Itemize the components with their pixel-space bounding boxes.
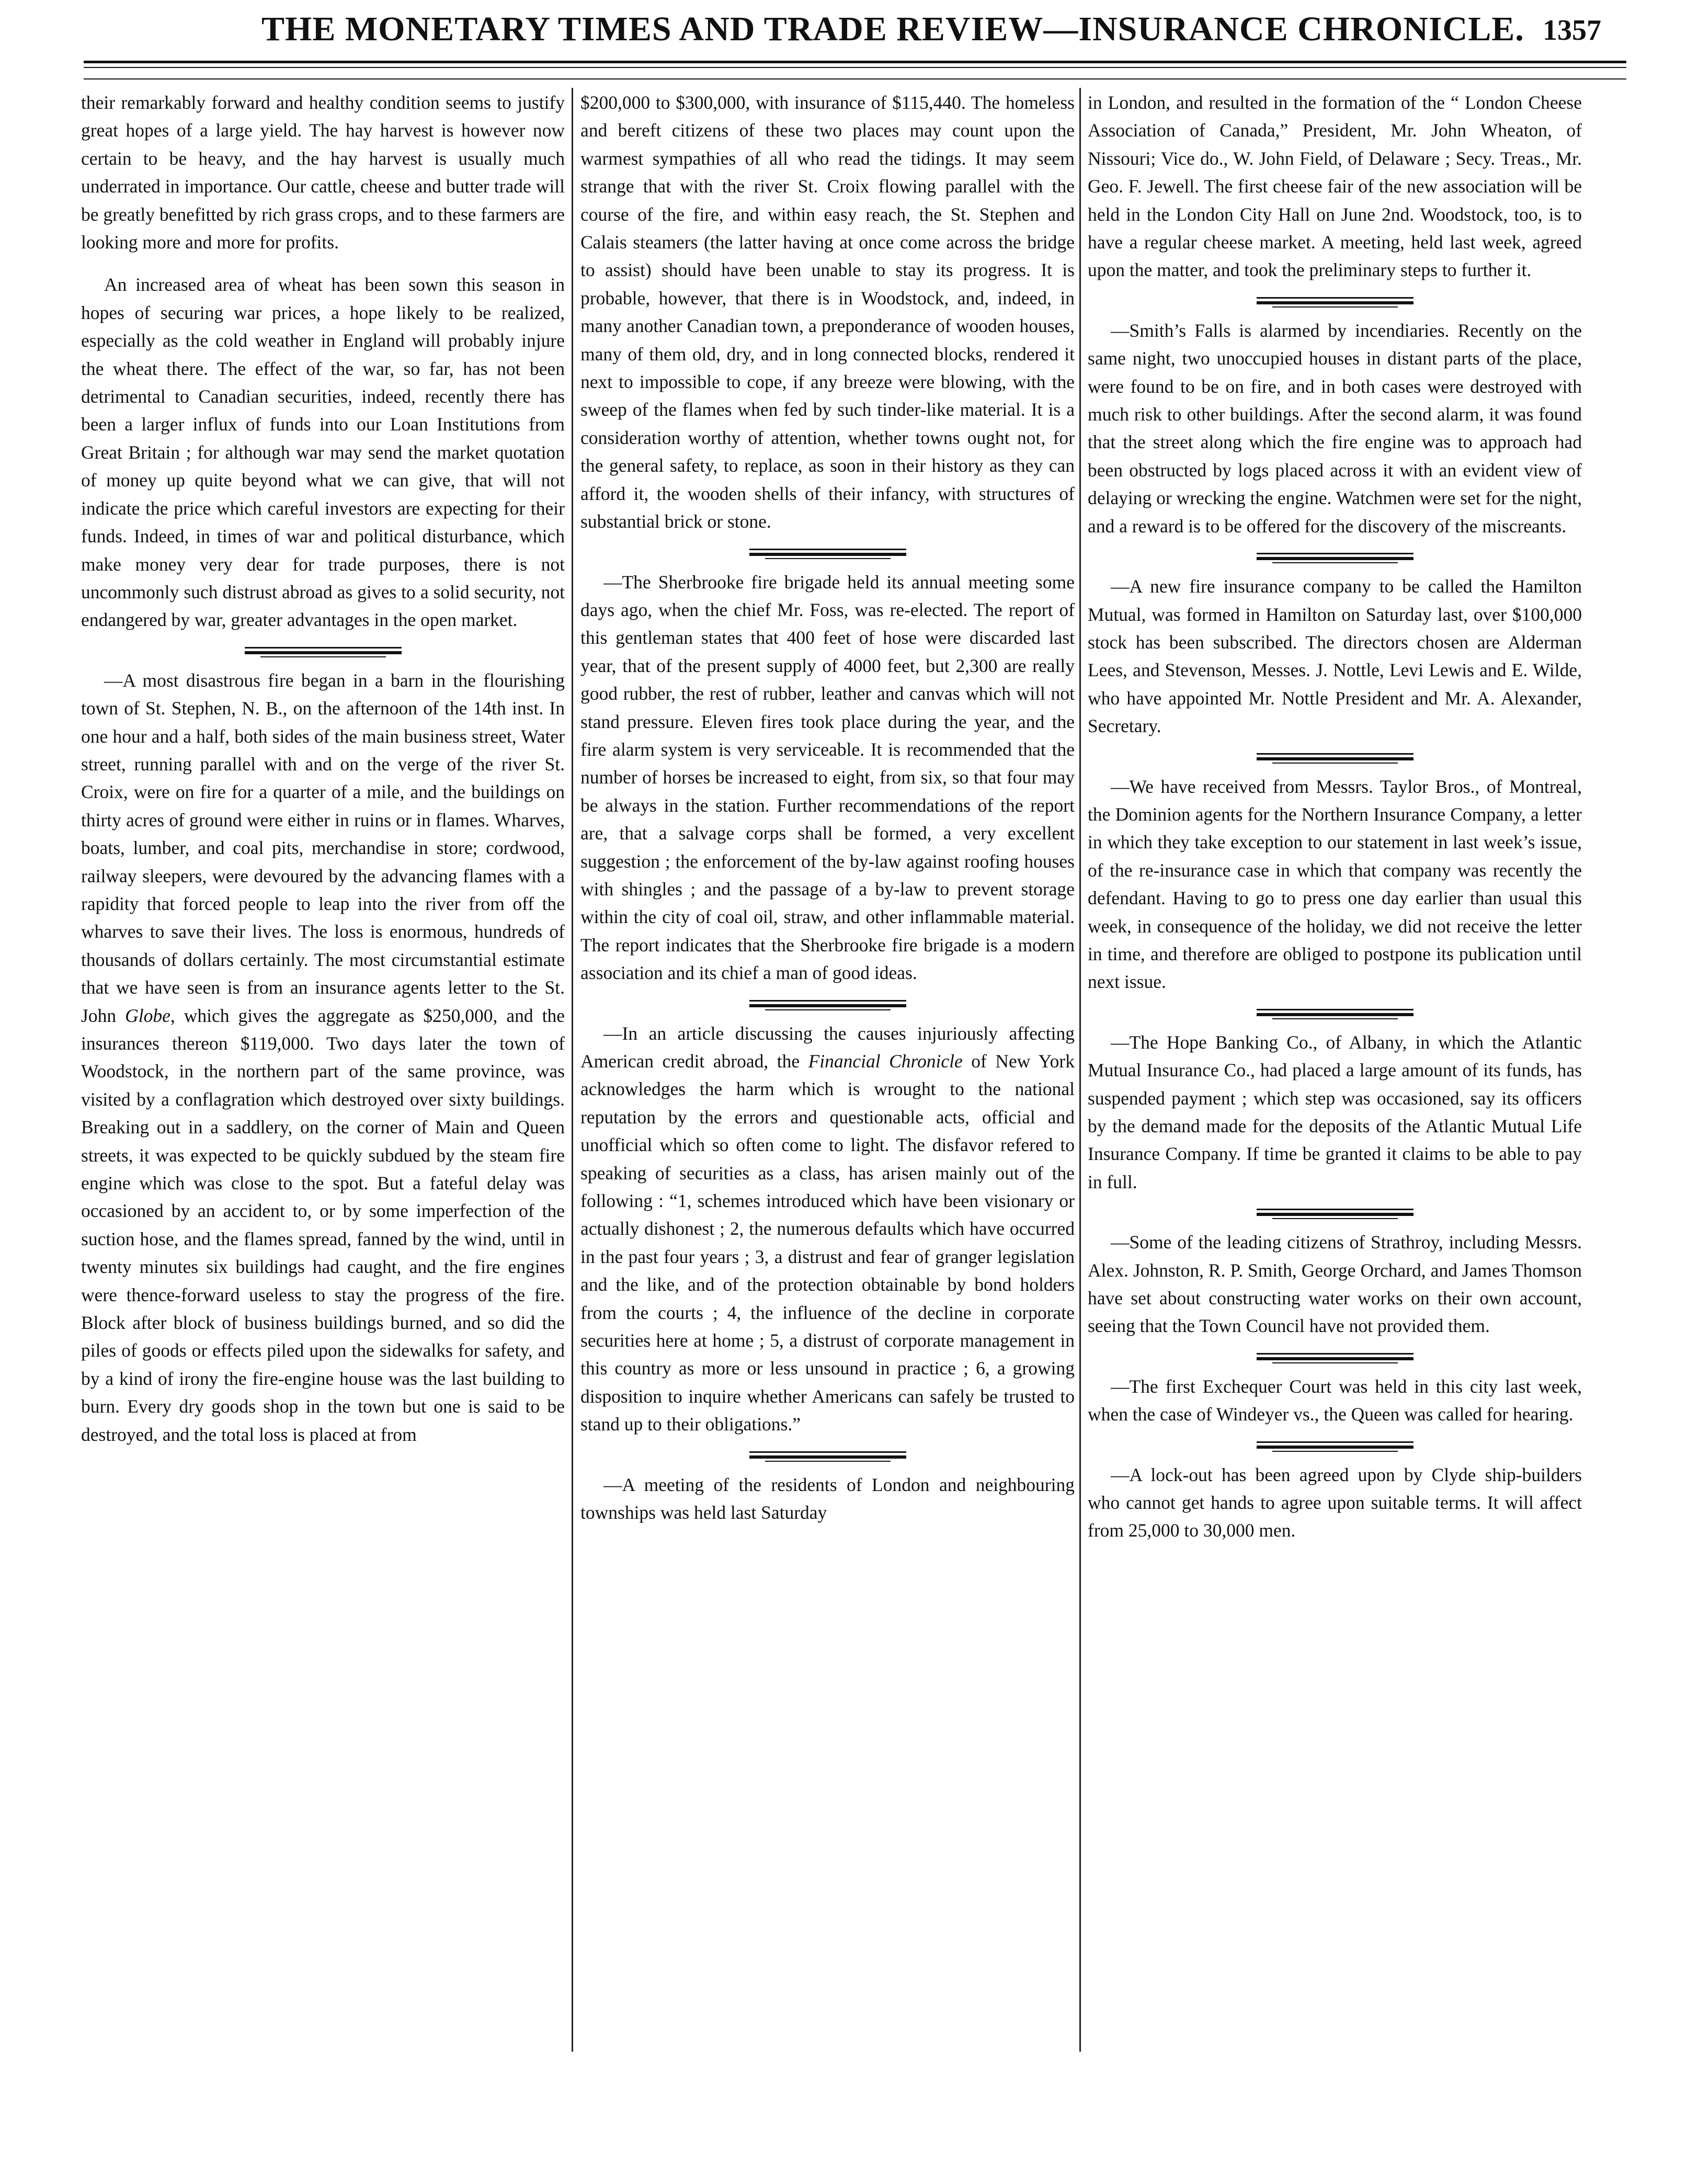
article-paragraph: their remarkably forward and healthy condition seems to justify great hopes of a large yield. The hay harvest is however now certain to be heavy, and the hay harvest is usually much underrated in importance. Our cattle, cheese and butter trade will be greatly benefitted by rich grass crops, and to these farmers are looking more and more for profits.	[81, 92, 565, 253]
column-1	[81, 89, 565, 2061]
text-run: —A most disastrous fire began in a barn in the flourishing town of St. Stephen, N. B., on the afternoon of the 14th inst. In one hour and a half, both sides of the main business street, Water street, running parallel with and on the verge of the river St. Croix, were on fire for a quarter of a mile, and the buildings on thirty acres of ground were either in ruins or in flames. Wharves, boats, lumber, and coal pits, merchandise in store; cordwood, railway sleepers, were devoured by the advancing flames with a rapidity that forced people to leap into the river from off the wharves to save their lives. The loss is enormous, hundreds of thousands of dollars certainly. The most circumstantial estimate that we have seen is from an insurance agents letter to the St. John	[81, 669, 565, 1026]
text-run: , which gives the aggregate as $250,000, and the insurances thereon $119,000. Two days later the town of Woodstock, in the northern part of the same province, was visited by a conflagration which destroyed over sixty buildings. Breaking out in a saddlery, on the corner of Main and Queen streets, it was expected to be quickly subdued by the steam fire engine which was close to the spot. But a fateful delay was occasioned by an accident to, or by some imperfection of the suction hose, and the flames spread, fanned by the wind, until in twenty minutes six buildings had caught, and the fire engines were thence-forward useless to stay the progress of the fire. Block after block of business buildings burned, and so did the piles of goods or effects piled upon the sidewalks for safety, and by a kind of irony the fire-engine house was the last building to burn. Every dry goods shop in the town but one is said to be destroyed, and the total loss is placed at from	[81, 1005, 565, 1445]
article-paragraph: —We have received from Messrs. Taylor Bros., of Montreal, the Dominion agents for the Northern Insurance Company, a letter in which they take exception to our statement in last week’s issue, of the re-insurance case in which that company was recently the defendant. Having to go to press one day earlier than usual this week, in consequence of the holiday, we did not receive the letter in time, and therefore are obliged to postpone its publication until next issue.	[1088, 776, 1582, 993]
article-paragraph: —A new fire insurance company to be called the Hamilton Mutual, was formed in Hamilton on Saturday last, over $100,000 stock has been subscribed. The directors chosen are Alderman Lees, and Stevenson, Messes. J. Nottle, Levi Lewis and E. Wilde, who have appointed Mr. Nottle President and Mr. A. Alexander, Secretary.	[1088, 576, 1582, 737]
header-rule-thick	[84, 61, 1626, 63]
text-run: of New York acknowledges the harm which is wrought to the national reputation by the errors and questionable acts, official and unofficial which so often come to light. The disfavor refered to speaking of securities as a class, has arisen mainly out of the following : “1, schemes introduced which have been visionary or actually dishonest ; 2, the numerous defaults which have occurred in the past four years ; 3, a distrust and fear of granger legislation and the like, and of the protection obtainable by bond holders from the courts ; 4, the influence of the decline in corporate securities here at home ; 5, a distrust of corporate management in this country as more or less unsound in practice ; 6, a growing disposition to inquire whether Americans can safely be trusted to stand up to their obligations.”	[580, 1051, 1075, 1435]
section-divider	[1088, 291, 1582, 312]
column-3	[1088, 89, 1582, 2061]
article-paragraph: —The Hope Banking Co., of Albany, in which the Atlantic Mutual Insurance Co., had placed a large amount of its funds, has suspended payment ; which step was occasioned, say its officers by the demand made for the deposits of the Atlantic Mutual Life Insurance Company. If time be granted it claims to be able to pay in full.	[1088, 1031, 1582, 1192]
text-run: —In an article discussing the causes injuriously affecting American credit abroad, the	[580, 1022, 1075, 1072]
article-paragraph	[580, 1020, 1075, 1439]
section-divider	[1088, 1435, 1582, 1456]
article-paragraph	[81, 667, 565, 1449]
column-rule	[1079, 88, 1081, 2052]
section-divider	[1088, 747, 1582, 768]
column-rule	[572, 88, 573, 2052]
article-paragraph: —The Sherbrooke fire brigade held its annual meeting some days ago, when the chief Mr. Foss, was re-elected. The report of this gentleman states that 400 feet of hose were discarded last year, that of the present supply of 4000 feet, but 2,300 are really good rubber, the rest of rubber, leather and canvas which will not stand pressure. Eleven fires took place during the year, and the fire alarm system is very serviceable. It is recommended that the number of horses be increased to eight, from six, so that four may be always in the station. Further recommendations of the report are, that a salvage corps shall be formed, a very excellent suggestion ; the enforcement of the by-law against roofing houses with shingles ; and the passage of a by-law to prevent storage within the city of coal oil, straw, and other inflammable material. The report indicates that the Sherbrooke fire brigade is a modern association and its chief a man of good ideas.	[580, 571, 1075, 984]
section-divider	[1088, 1003, 1582, 1023]
article-paragraph: $200,000 to $300,000, with insurance of $115,440. The homeless and bereft citizens of these two places may count upon the warmest sympathies of all who read the tidings. It may seem strange that with the river St. Croix flowing parallel with the course of the fire, and within easy reach, the St. Stephen and Calais steamers (the latter having at once come across the bridge to assist) should have been unable to stay its progress. It is probable, however, that there is in Woodstock, and, indeed, in many another Canadian town, a preponderance of wooden houses, many of them old, dry, and in long connected blocks, rendered it next to impossible to cope, if any breeze were blowing, with the sweep of the flames when fed by such tinder-like material. It is a consideration worthy of attention, whether towns ought not, for the general safety, to replace, as soon in their history as they can afford it, the wooden shells of their infancy, with structures of substantial brick or stone.	[580, 92, 1075, 532]
section-divider	[580, 1445, 1075, 1466]
newspaper-title: THE MONETARY TIMES AND TRADE REVIEW—INSURANCE CHRONICLE.	[261, 10, 1524, 48]
article-paragraph: —A meeting of the residents of London and neighbouring townships was held last Saturday	[580, 1474, 1075, 1523]
header-rule-thin	[84, 67, 1626, 68]
section-divider	[1088, 1202, 1582, 1223]
section-divider	[580, 994, 1075, 1015]
article-paragraph: An increased area of wheat has been sown this season in hopes of securing war prices, a hope likely to be realized, especially as the cold weather in England will probably injure the wheat there. The effect of the war, so far, has not been detrimental to Canadian securities, indeed, recently there has been a larger influx of funds into our Loan Institutions from Great Britain ; for although war may send the market quotation of money up quite beyond what we can give, that will not indicate the price which careful investors are expecting for their funds. Indeed, in times of war and political disturbance, which make money very dear for trade purposes, there is not uncommonly such distrust abroad as gives to a solid security, not endangered by war, greater advantages in the open market.	[81, 274, 565, 631]
section-divider	[81, 641, 565, 662]
text-run-italic: Financial Chronicle	[808, 1051, 963, 1072]
section-divider	[1088, 547, 1582, 567]
article-paragraph: in London, and resulted in the formation of the “ London Cheese Association of Canada,” President, Mr. John Wheaton, of Nissouri; Vice do., W. John Field, of Delaware ; Secy. Treas., Mr. Geo. F. Jewell. The first cheese fair of the new association will be held in the London City Hall on June 2nd. Woodstock, too, is to have a regular cheese market. A meeting, held last week, agreed upon the matter, and took the preliminary steps to further it.	[1088, 92, 1582, 281]
text-run-italic: Globe	[125, 1005, 170, 1026]
section-divider	[580, 542, 1075, 563]
paragraph-gap	[81, 256, 565, 271]
page-number: 1357	[1543, 14, 1601, 47]
section-divider	[1088, 1347, 1582, 1368]
article-paragraph: —Some of the leading citizens of Strathroy, including Messrs. Alex. Johnston, R. P. Smith, George Orchard, and James Thomson have set about constructing water works on their own account, seeing that the Town Council have not provided them.	[1088, 1232, 1582, 1337]
header-rule-lower	[84, 78, 1626, 79]
column-2	[580, 89, 1075, 2061]
article-paragraph: —A lock-out has been agreed upon by Clyde ship-builders who cannot get hands to agree upon suitable terms. It will affect from 25,000 to 30,000 men.	[1088, 1464, 1582, 1541]
article-paragraph: —The first Exchequer Court was held in this city last week, when the case of Windeyer vs., the Queen was called for hearing.	[1088, 1375, 1582, 1425]
article-paragraph: —Smith’s Falls is alarmed by incendiaries. Recently on the same night, two unoccupied houses in distant parts of the place, were found to be on fire, and in both cases were destroyed with much risk to other buildings. After the second alarm, it was found that the street along which the fire engine was to approach had been obstructed by logs placed across it with an evident view of delaying or wrecking the engine. Watchmen were set for the night, and a reward is to be offered for the discovery of the miscreants.	[1088, 320, 1582, 537]
